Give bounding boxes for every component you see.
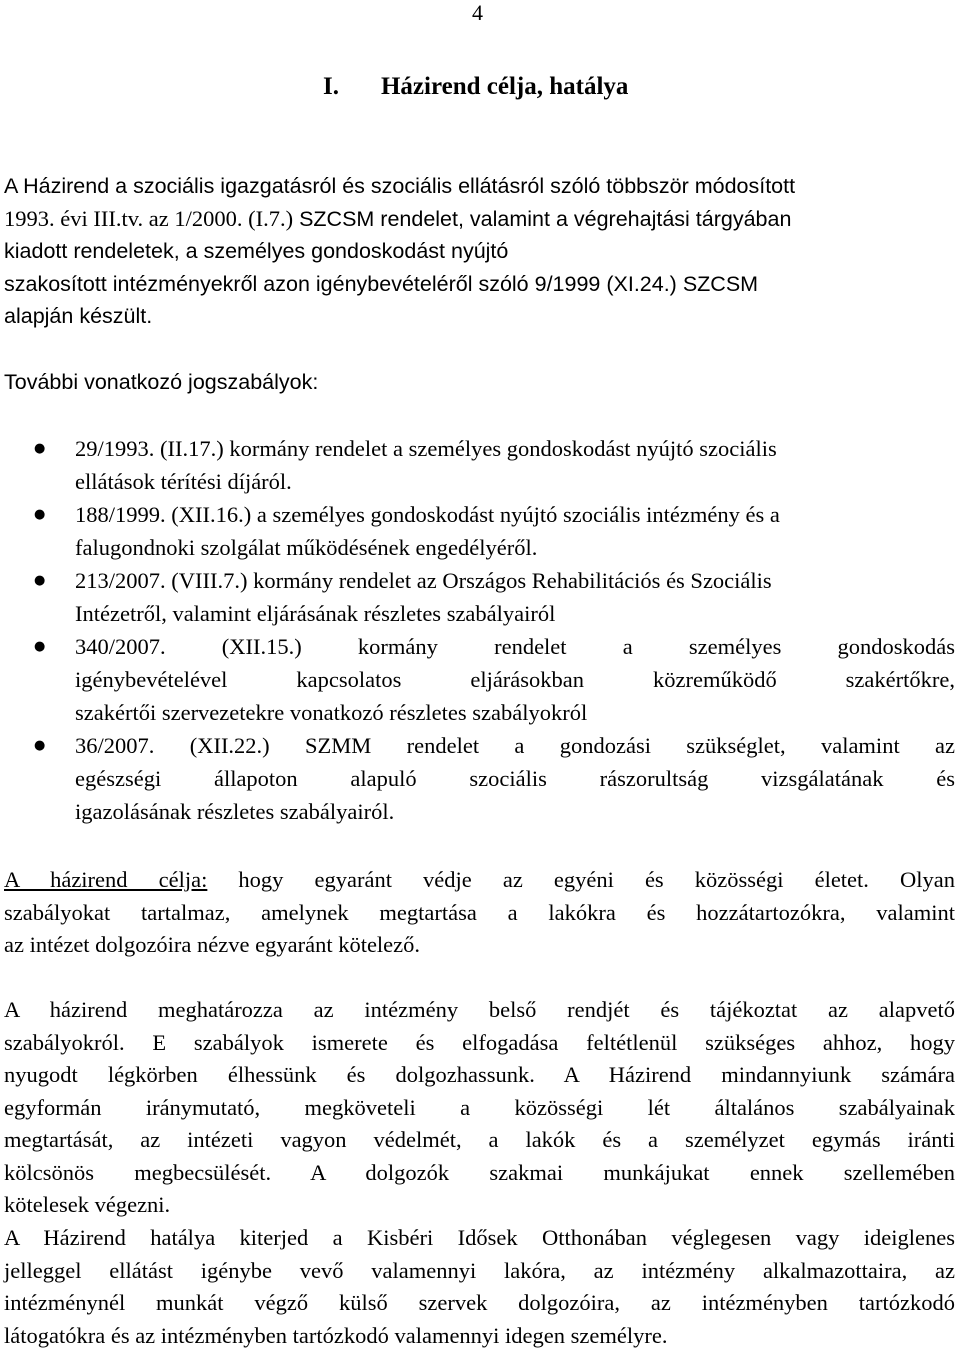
law-line: igazolásának részletes szabályairól. [75,799,395,824]
intro-line: szakosított intézményekről azon igénybevételéről szóló 9/1999 (XI.24.) SZCSM [4,271,759,296]
scope-line: jelleggel ellátást igénybe vevő valamennyi lakóra, az intézmény alkalmazottaira, az [4,1257,955,1283]
scope-paragraph [4,1222,955,1352]
chapter-number: I. [323,73,339,100]
scope-line: látogatókra és az intézményben tartózkodó valamennyi idegen személyre. [4,1322,668,1348]
law-line: szakértői szervezetekre vonatkozó részletes szabályokról [75,700,588,725]
law-item [0,729,955,828]
bullet-icon: ● [34,441,46,456]
law-item [0,630,955,729]
purpose-line [4,864,955,897]
law-line: igénybevételével kapcsolatos eljárásokban közreműködő szakértőkre, [75,667,955,692]
purpose-label: A házirend célja: [4,867,208,892]
purpose-line: az intézet dolgozóira nézve egyaránt kötelező. [4,932,421,957]
purpose-line-rest: hogy egyaránt védje az egyéni és közösségi életet. Olyan [207,867,955,892]
rules-line: szabályokról. E szabályok ismerete és elfogadása feltétlenül szükséges ahhoz, hogy [4,1029,955,1055]
purpose-line: szabályokat tartalmaz, amelynek megtartása a lakókra és hozzátartozókra, valamint [4,899,955,925]
chapter-title [323,72,628,102]
intro-paragraph [4,170,960,333]
intro-line-rest: SZCSM rendelet, valamint a végrehajtási tárgyában [293,206,792,231]
law-item [0,432,955,498]
law-line: falugondnoki szolgálat működésének engedélyéről. [75,535,538,560]
more-laws-title: További vonatkozó jogszabályok: [4,370,319,394]
law-item [0,498,955,564]
bullet-icon: ● [34,573,46,588]
rules-line: kötelesek végezni. [4,1192,171,1217]
law-list [0,432,960,828]
law-line: 340/2007. (XII.15.) kormány rendelet a személyes gondoskodás [75,634,955,659]
rules-line: kölcsönös megbecsülését. A dolgozók szakmai munkájukat ennek szellemében [4,1159,955,1185]
law-line: egészségi állapoton alapuló szociális rászorultság vizsgálatának és [75,766,955,791]
law-line: 213/2007. (VIII.7.) kormány rendelet az Országos Rehabilitációs és Szociális [75,568,772,593]
law-line: 36/2007. (XII.22.) SZMM rendelet a gondozási szükséglet, valamint az [75,733,955,758]
rules-line: A házirend meghatározza az intézmény belső rendjét és tájékoztat az alapvető [4,997,955,1022]
law-line: 188/1999. (XII.16.) a személyes gondoskodást nyújtó szociális intézmény és a [75,502,780,527]
scope-line: intézménynél munkát végző külső szervek dolgozóira, az intézményben tartózkodó [4,1290,955,1315]
intro-line [4,203,960,236]
bullet-icon: ● [34,639,46,654]
purpose-paragraph [4,864,955,962]
page-number: 4 [472,0,483,25]
bullet-icon: ● [34,507,46,522]
rules-paragraph [4,994,955,1222]
bullet-icon: ● [34,738,46,753]
law-line: 29/1993. (II.17.) kormány rendelet a személyes gondoskodást nyújtó szociális [75,436,777,461]
law-line: Intézetről, valamint eljárásának részletes szabályairól [75,601,556,626]
intro-law-reference: 1993. évi III.tv. az 1/2000. (I.7.) [4,205,294,231]
chapter-title-text: Házirend célja, hatálya [380,73,629,100]
intro-line: kiadott rendeletek, a személyes gondoskodást nyújtó [4,239,509,263]
rules-line: megtartását, az intézeti vagyon védelmét, a lakók és a személyzet egymás iránti [4,1127,955,1152]
rules-line: egyformán iránymutató, megköveteli a közösségi lét általános szabályainak [4,1094,955,1120]
intro-line: A Házirend a szociális igazgatásról és szociális ellátásról szóló többször módosított [4,174,796,198]
law-line: ellátások térítési díjáról. [75,469,292,494]
rules-line: nyugodt légkörben élhessünk és dolgozhassunk. A Házirend mindannyiunk számára [4,1062,955,1087]
scope-line: A Házirend hatálya kiterjed a Kisbéri Idősek Otthonában véglegesen vagy ideiglenes [4,1225,955,1250]
law-item [0,564,955,630]
intro-line: alapján készült. [4,304,153,328]
